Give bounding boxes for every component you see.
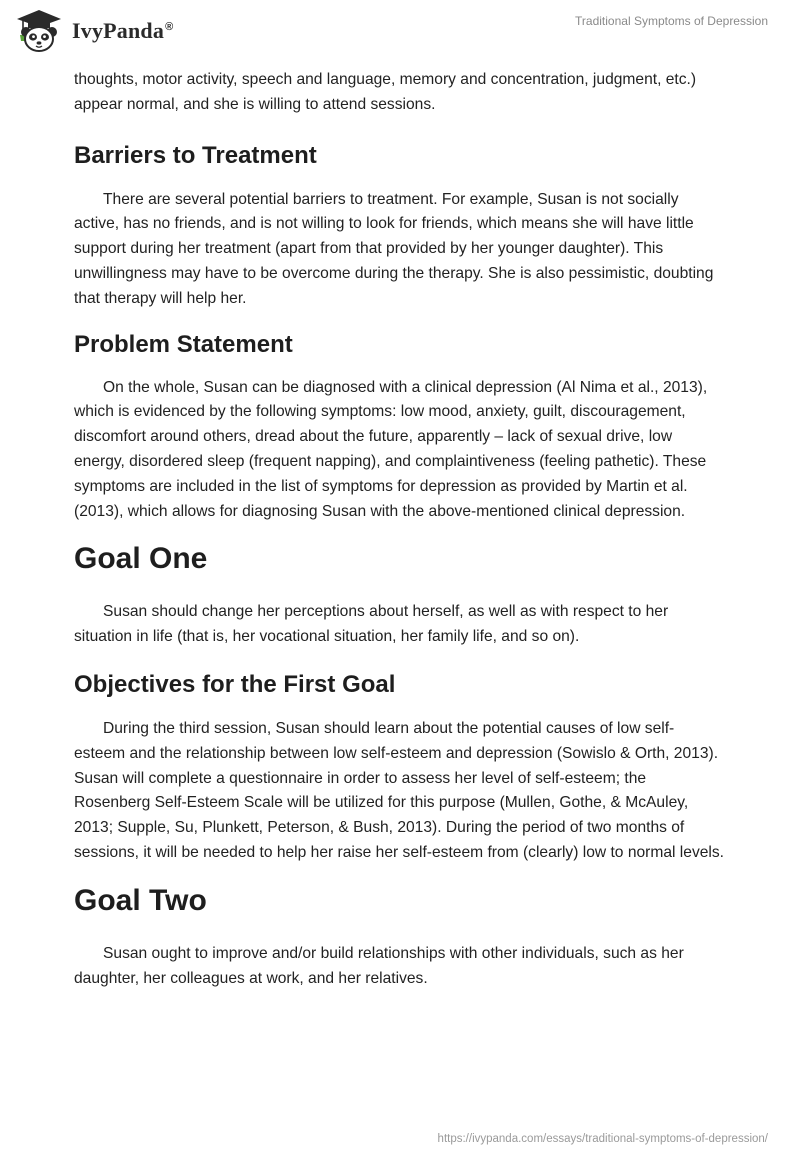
problem-heading: Problem Statement xyxy=(74,330,293,358)
document-title: Traditional Symptoms of Depression xyxy=(575,14,768,28)
intro-paragraph: thoughts, motor activity, speech and language, memory and concentration, judgment, etc.) appear normal, and she is willing to attend sessions. xyxy=(74,71,697,113)
goal-one-paragraph: Susan should change her perceptions about herself, as well as with respect to her situation in life (that is, her vocational situation, her family life, and so on). xyxy=(74,603,669,646)
goal-two-paragraph: Susan ought to improve and/or build relationships with other individuals, such as her daughter, her colleagues at work, and her relatives. xyxy=(74,944,684,987)
problem-paragraph: On the whole, Susan can be diagnosed with a clinical depression (Al Nima et al., 2013), which is evidenced by the following symptoms: low mood, anxiety, guilt, discouragement, discomfort around others, dread about the future, apparently – lack of sexual drive, low energy, disordered sleep (frequent napping), and complaintiveness (feeling pathetic). These symptoms are included in the list of symptoms for depression as provided by Martin et al. (2013), which allows for diagnosing Susan with the above-mentioned clinical depression. xyxy=(74,378,708,520)
brand-name xyxy=(72,18,173,44)
essay-content xyxy=(74,68,724,991)
objectives-heading: Objectives for the First Goal xyxy=(74,670,396,698)
panda-graduate-icon xyxy=(14,8,64,54)
ivypanda-logo[interactable] xyxy=(14,8,173,54)
registered-mark: ® xyxy=(165,20,174,33)
barriers-heading: Barriers to Treatment xyxy=(74,141,317,169)
goal-two-heading: Goal Two xyxy=(74,883,207,917)
brand-text: IvyPanda xyxy=(72,18,165,43)
goal-one-heading: Goal One xyxy=(74,542,208,576)
source-url[interactable]: https://ivypanda.com/essays/traditional-symptoms-of-depression/ xyxy=(437,1133,768,1145)
objectives-paragraph: During the third session, Susan should learn about the potential causes of low self-esteem and the relationship between low self-esteem and depression (Sowislo & Orth, 2013). Susan will complete a questionnaire in order to assess her level of self-esteem; the Rosenberg Self-Esteem Scale will be utilized for this purpose (Mullen, Gothe, & McAuley, 2013; Supple, Su, Plunkett, Peterson, & Bush, 2013). During the period of two months of sessions, it will be needed to help her raise her self-esteem from (clearly) low to normal levels. xyxy=(74,719,725,861)
barriers-paragraph: There are several potential barriers to treatment. For example, Susan is not socially active, has no friends, and is not willing to look for friends, which means she will have little support during her treatment (apart from that provided by her younger daughter). This unwillingness may have to be overcome during the therapy. She is also pessimistic, doubting that therapy will help her. xyxy=(74,190,714,307)
page-header xyxy=(0,0,800,64)
